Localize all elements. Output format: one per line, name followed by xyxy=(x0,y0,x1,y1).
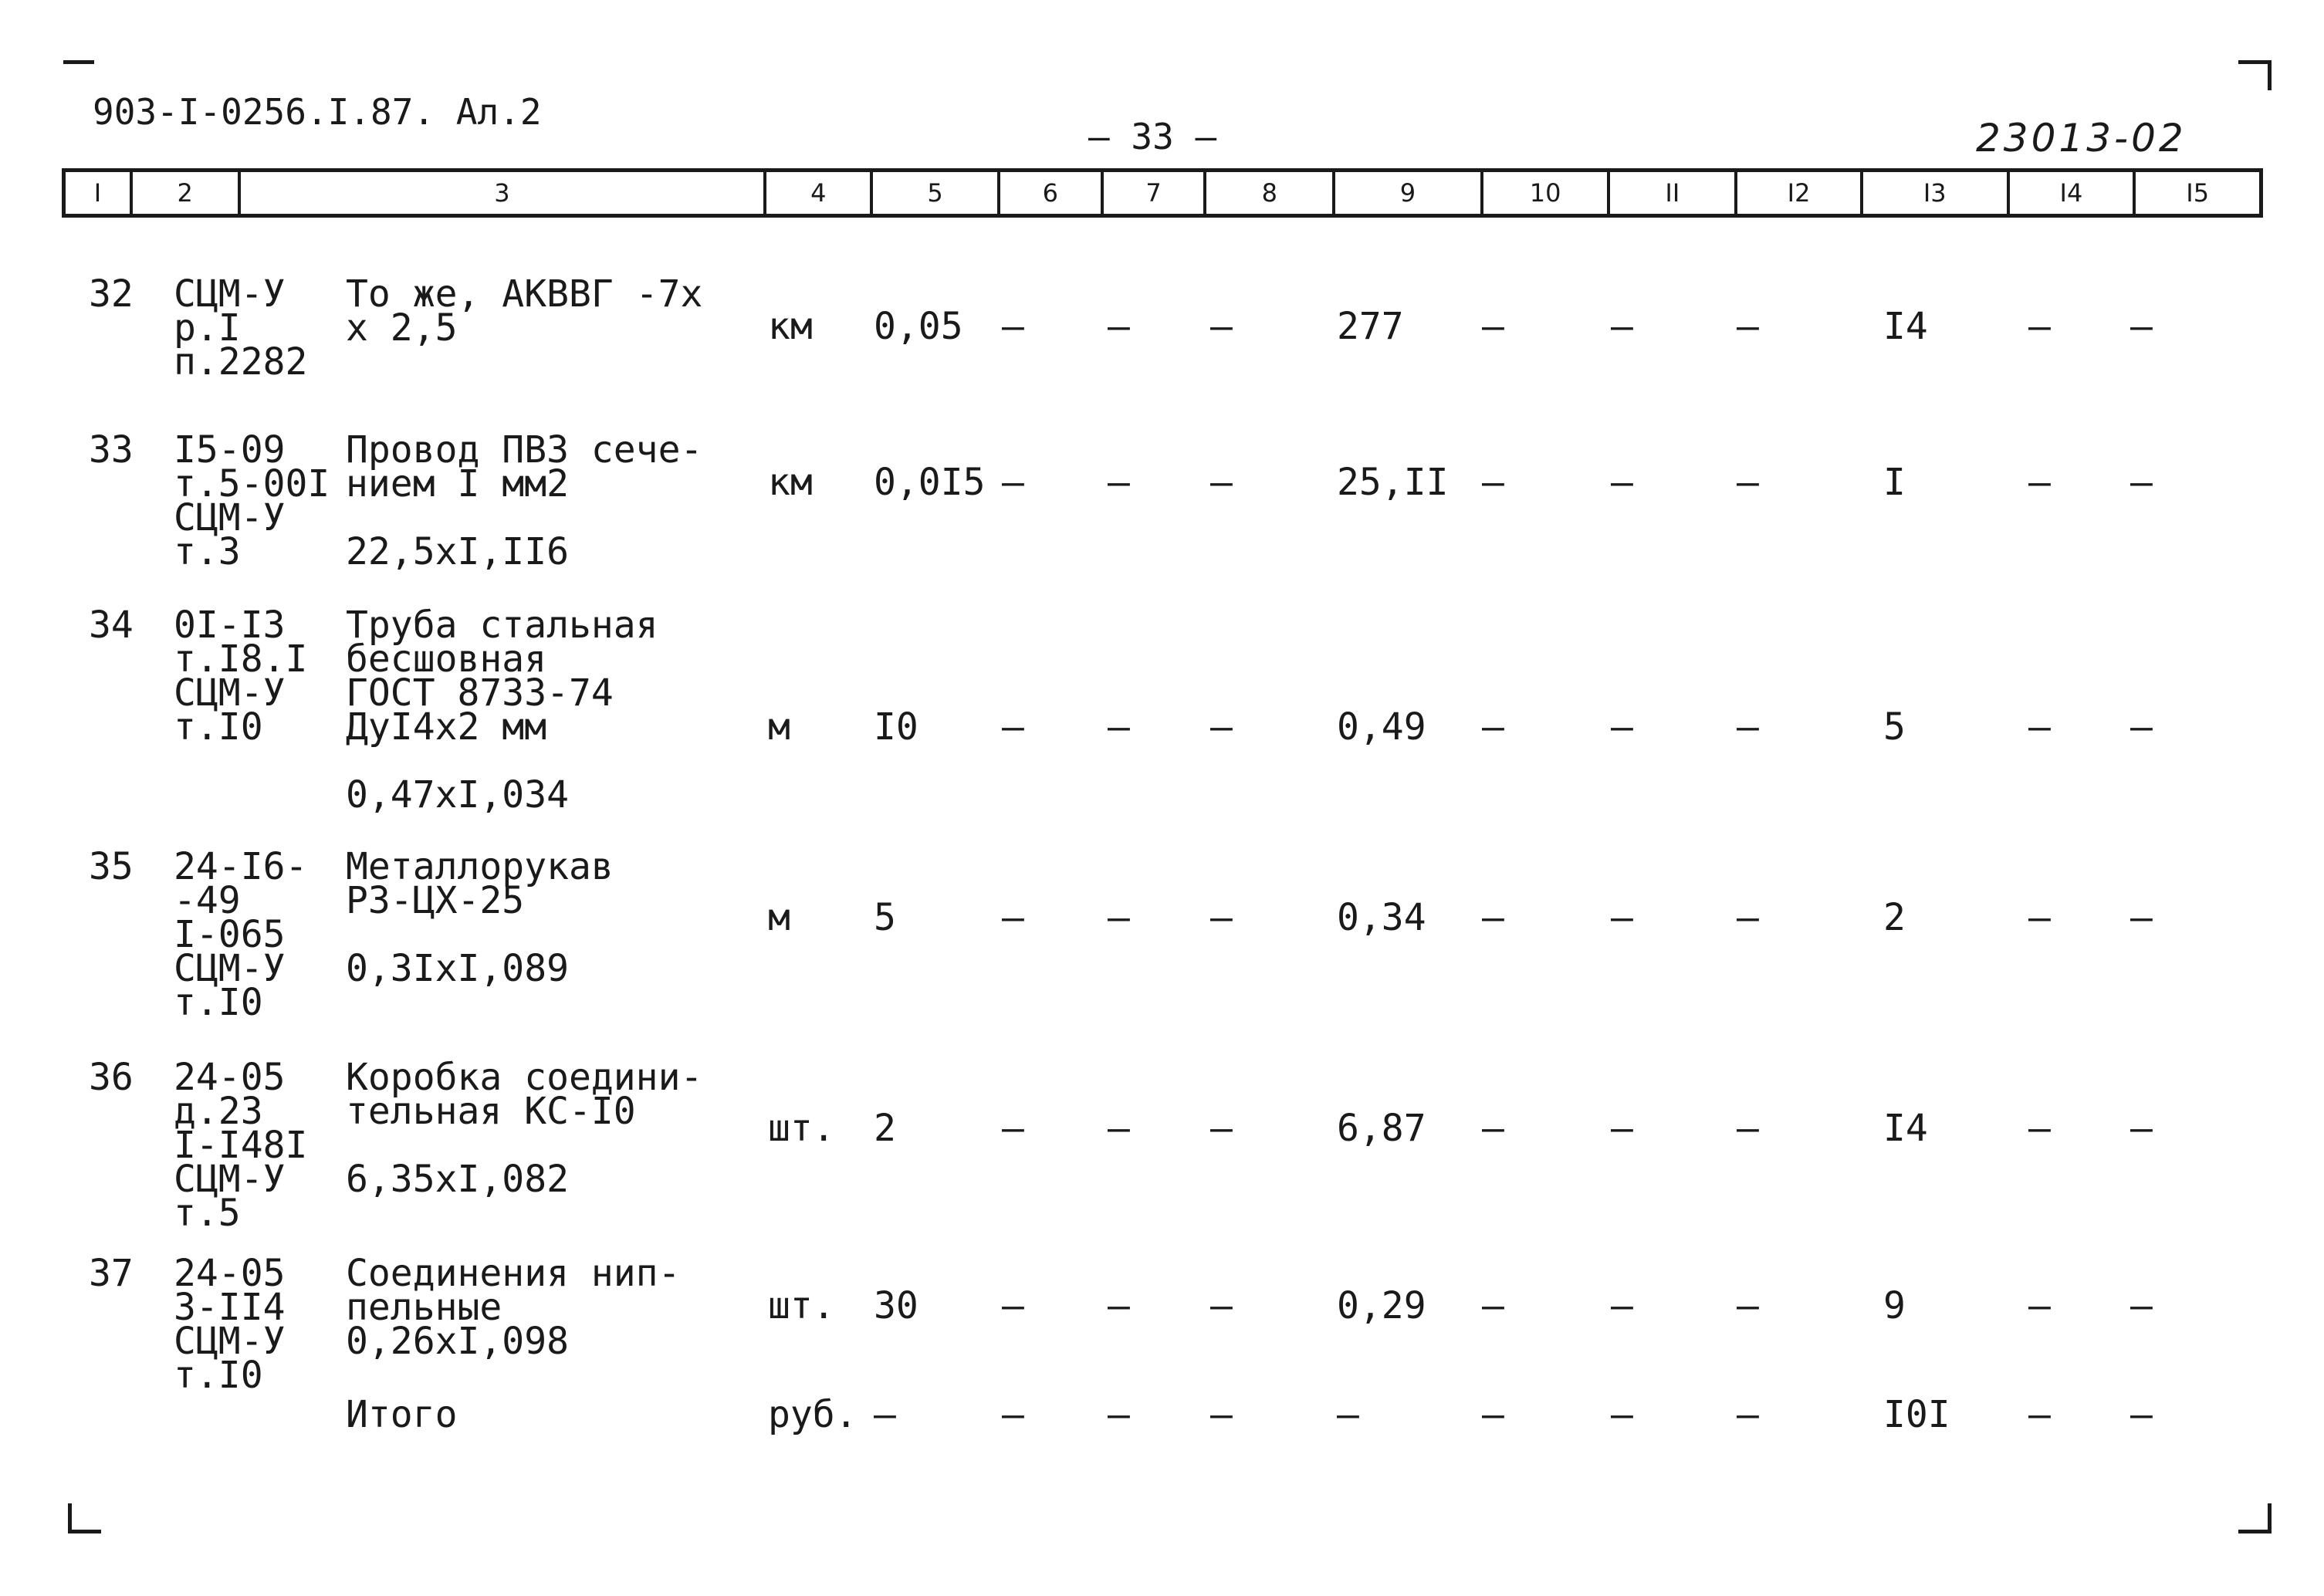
code-line: I5-09 xyxy=(174,428,286,472)
row-number: 35 xyxy=(89,845,134,888)
cell-qty: 5 xyxy=(874,896,896,939)
cell-c10: – xyxy=(1482,461,1504,504)
total-cell-c7: – xyxy=(1108,1393,1130,1436)
corner-mark-top-right xyxy=(2238,60,2272,90)
cell-c12: – xyxy=(1737,896,1759,939)
description-line: 0,3IхI,089 xyxy=(346,947,569,990)
code-line: 24-05 xyxy=(174,1056,286,1099)
code-line: СЦМ-У xyxy=(174,496,286,539)
code-line: т.I8.I xyxy=(174,637,308,681)
row-number: 36 xyxy=(89,1056,134,1099)
cell-c14: – xyxy=(2028,896,2051,939)
column-header-7: 7 xyxy=(1104,172,1207,214)
total-cell-unit: руб. xyxy=(768,1393,858,1436)
row-number: 37 xyxy=(89,1252,134,1295)
cell-c7: – xyxy=(1108,1107,1130,1150)
column-header-11: II xyxy=(1610,172,1737,214)
cell-c8: – xyxy=(1210,896,1233,939)
corner-mark-bottom-left xyxy=(68,1503,101,1533)
description-line: То же, АКВВГ -7х xyxy=(346,272,703,316)
cell-c12: – xyxy=(1737,705,1759,749)
description-line: 6,35хI,082 xyxy=(346,1158,569,1201)
code-line: СЦМ-У xyxy=(174,947,286,990)
cell-c12: – xyxy=(1737,305,1759,348)
corner-mark-bottom-right xyxy=(2238,1503,2272,1533)
column-header-9: 9 xyxy=(1335,172,1483,214)
code-line: I-065 xyxy=(174,913,286,956)
cell-c12: – xyxy=(1737,461,1759,504)
cell-qty: 2 xyxy=(874,1107,896,1150)
sheet-code: 23013-02 xyxy=(1976,116,2187,161)
column-header-8: 8 xyxy=(1206,172,1335,214)
column-header-6: 6 xyxy=(1000,172,1104,214)
total-cell-c10: – xyxy=(1482,1393,1504,1436)
total-cell-c15: – xyxy=(2130,1393,2153,1436)
column-header-13: I3 xyxy=(1863,172,2010,214)
cell-c15: – xyxy=(2130,1284,2153,1327)
code-line: п.2282 xyxy=(174,340,308,384)
column-header-5: 5 xyxy=(873,172,1000,214)
cell-unit: шт. xyxy=(768,1107,835,1150)
code-line: т.I0 xyxy=(174,1354,263,1397)
description-line: Металлорукав xyxy=(346,845,614,888)
code-line: I-I48I xyxy=(174,1124,308,1167)
description-line: Соединения нип- xyxy=(346,1252,681,1295)
cell-c8: – xyxy=(1210,1107,1233,1150)
table-header xyxy=(62,168,2263,218)
cell-c15: – xyxy=(2130,1107,2153,1150)
cell-c9: 0,34 xyxy=(1337,896,1426,939)
code-line: т.5-00I xyxy=(174,462,330,506)
description-line: РЗ-ЦХ-25 xyxy=(346,879,525,922)
cell-c15: – xyxy=(2130,705,2153,749)
code-line: т.5 xyxy=(174,1192,241,1235)
cell-c6: – xyxy=(1002,461,1024,504)
code-line: СЦМ-У xyxy=(174,272,286,316)
row-number: 32 xyxy=(89,272,134,316)
cell-qty: 30 xyxy=(874,1284,918,1327)
code-line: -49 xyxy=(174,879,241,922)
cell-c8: – xyxy=(1210,705,1233,749)
code-line: д.23 xyxy=(174,1090,263,1133)
cell-c12: – xyxy=(1737,1284,1759,1327)
cell-qty: I0 xyxy=(874,705,918,749)
description-line: нием I мм2 xyxy=(346,462,569,506)
cell-c10: – xyxy=(1482,896,1504,939)
cell-c7: – xyxy=(1108,461,1130,504)
cell-c6: – xyxy=(1002,896,1024,939)
description-line: Коробка соедини- xyxy=(346,1056,703,1099)
cell-c10: – xyxy=(1482,705,1504,749)
row-number: 33 xyxy=(89,428,134,472)
total-cell-c14: – xyxy=(2028,1393,2051,1436)
total-label: Итого xyxy=(346,1393,458,1436)
code-line: т.I0 xyxy=(174,981,263,1024)
cell-c9: 0,29 xyxy=(1337,1284,1426,1327)
cell-c13: 9 xyxy=(1883,1284,1906,1327)
description-line: х 2,5 xyxy=(346,306,458,350)
description-line: бесшовная xyxy=(346,637,547,681)
cell-c9: 25,II xyxy=(1337,461,1449,504)
description-line: 0,26хI,098 xyxy=(346,1320,569,1363)
column-header-4: 4 xyxy=(766,172,873,214)
cell-c14: – xyxy=(2028,1107,2051,1150)
column-header-15: I5 xyxy=(2186,178,2210,208)
code-line: 0I-I3 xyxy=(174,604,286,647)
cell-unit: км xyxy=(768,305,813,348)
cell-c10: – xyxy=(1482,1107,1504,1150)
cell-unit: км xyxy=(768,461,813,504)
code-line: СЦМ-У xyxy=(174,671,286,715)
cell-c7: – xyxy=(1108,305,1130,348)
cell-c12: – xyxy=(1737,1107,1759,1150)
cell-c8: – xyxy=(1210,461,1233,504)
cell-c8: – xyxy=(1210,305,1233,348)
column-header-3: 3 xyxy=(241,172,767,214)
column-header-2: 2 xyxy=(133,172,241,214)
corner-mark-top-left xyxy=(63,60,94,79)
total-cell-c6: – xyxy=(1002,1393,1024,1436)
cell-c10: – xyxy=(1482,305,1504,348)
column-header-10: 10 xyxy=(1483,172,1611,214)
cell-c13: I4 xyxy=(1883,305,1928,348)
cell-c7: – xyxy=(1108,705,1130,749)
cell-c11: – xyxy=(1611,1107,1633,1150)
cell-c13: I4 xyxy=(1883,1107,1928,1150)
cell-c11: – xyxy=(1611,1284,1633,1327)
cell-c9: 0,49 xyxy=(1337,705,1426,749)
total-cell-c11: – xyxy=(1611,1393,1633,1436)
page-number: — 33 — xyxy=(1088,116,1217,157)
cell-c10: – xyxy=(1482,1284,1504,1327)
cell-c13: 5 xyxy=(1883,705,1906,749)
cell-c7: – xyxy=(1108,896,1130,939)
cell-unit: м xyxy=(768,896,790,939)
code-line: р.I xyxy=(174,306,241,350)
cell-c9: 277 xyxy=(1337,305,1404,348)
cell-c6: – xyxy=(1002,1284,1024,1327)
code-line: т.I0 xyxy=(174,705,263,749)
code-line: т.3 xyxy=(174,530,241,573)
row-number: 34 xyxy=(89,604,134,647)
cell-c15: – xyxy=(2130,305,2153,348)
column-header-1: I xyxy=(66,172,133,214)
total-cell-qty: – xyxy=(874,1393,896,1436)
description-line: Труба стальная xyxy=(346,604,658,647)
cell-c11: – xyxy=(1611,461,1633,504)
cell-c14: – xyxy=(2028,1284,2051,1327)
cell-c13: 2 xyxy=(1883,896,1906,939)
cell-c14: – xyxy=(2028,461,2051,504)
code-line: 24-I6- xyxy=(174,845,308,888)
description-line: 22,5хI,II6 xyxy=(346,530,569,573)
description-line: Провод ПВЗ сече- xyxy=(346,428,703,472)
cell-c15: – xyxy=(2130,461,2153,504)
cell-c13: I xyxy=(1883,461,1906,504)
column-header-14: I4 xyxy=(2010,172,2136,214)
cell-qty: 0,05 xyxy=(874,305,963,348)
code-line: 3-II4 xyxy=(174,1286,286,1329)
cell-unit: шт. xyxy=(768,1284,835,1327)
cell-c8: – xyxy=(1210,1284,1233,1327)
description-line: 0,47хI,034 xyxy=(346,773,569,817)
cell-c6: – xyxy=(1002,1107,1024,1150)
code-line: СЦМ-У xyxy=(174,1158,286,1201)
code-line: 24-05 xyxy=(174,1252,286,1295)
code-line: СЦМ-У xyxy=(174,1320,286,1363)
total-cell-c13: I0I xyxy=(1883,1393,1950,1436)
cell-c7: – xyxy=(1108,1284,1130,1327)
document-code: 903-I-0256.I.87. Ал.2 xyxy=(93,91,542,133)
total-cell-c9: – xyxy=(1337,1393,1359,1436)
cell-c9: 6,87 xyxy=(1337,1107,1426,1150)
total-cell-c8: – xyxy=(1210,1393,1233,1436)
cell-c6: – xyxy=(1002,305,1024,348)
total-cell-c12: – xyxy=(1737,1393,1759,1436)
description-line: пельные xyxy=(346,1286,502,1329)
cell-c14: – xyxy=(2028,705,2051,749)
cell-c15: – xyxy=(2130,896,2153,939)
cell-c11: – xyxy=(1611,896,1633,939)
column-header-12: I2 xyxy=(1737,172,1863,214)
cell-c6: – xyxy=(1002,705,1024,749)
cell-c14: – xyxy=(2028,305,2051,348)
cell-c11: – xyxy=(1611,305,1633,348)
cell-c11: – xyxy=(1611,705,1633,749)
description-line: ГОСТ 8733-74 xyxy=(346,671,614,715)
cell-unit: м xyxy=(768,705,790,749)
description-line: тельная КС-I0 xyxy=(346,1090,636,1133)
description-line: ДуI4х2 мм xyxy=(346,705,547,749)
cell-qty: 0,0I5 xyxy=(874,461,986,504)
